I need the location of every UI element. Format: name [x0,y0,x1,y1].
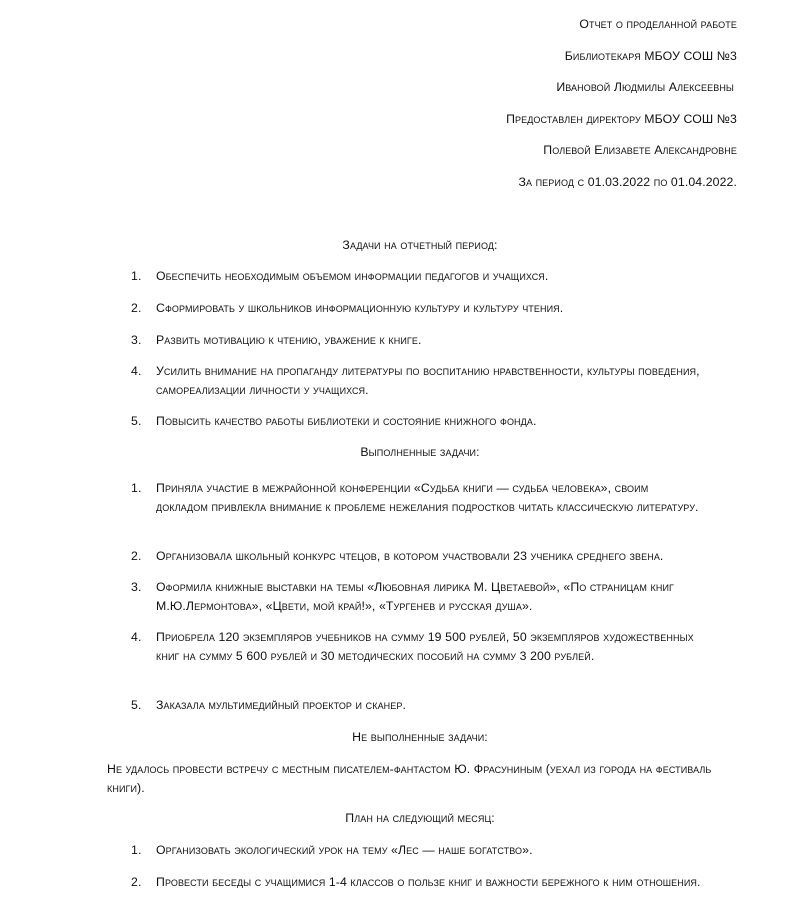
list-item-number: 3. [131,333,142,347]
list-item-text: Обеспечить необходимым объемом информации педагогов и учащихся. [156,269,549,283]
list-item-number: 2. [131,875,142,889]
list-item-number: 1. [131,481,142,495]
list-item-number: 5. [131,698,142,712]
plan-heading: План на следующий месяц: [345,811,495,825]
list-item-text: Заказала мультимедийный проектор и сканер. [156,698,407,712]
not-completed-text: Не удалось провести встречу с местным писателем-фантастом Ю. Фрасуниным (уехал из города на фестиваль книги). [107,762,712,795]
report-author-position: Библиотекаря МБОУ СОШ №3 [564,49,737,63]
report-period: За период с 01.03.2022 по 01.04.2022. [518,175,737,189]
list-item-text: Приняла участие в межрайонной конференции «Судьба книги — судьба человека», своим докладом привлекла внимание к проблеме нежелания подростков читать классическую литературу. [156,481,699,514]
tasks-heading: Задачи на отчетный период: [342,238,498,252]
list-item-number: 3. [131,580,142,594]
list-item-number: 5. [131,414,142,428]
report-author-name: Ивановой Людмилы Алексеевны [556,80,734,94]
not-completed-heading: Не выполненные задачи: [352,730,488,744]
list-item-number: 4. [131,364,142,378]
list-item-text: Повысить качество работы библиотеки и состояние книжного фонда. [156,414,537,428]
list-item-number: 2. [131,549,142,563]
list-item-text: Сформировать у школьников информационную культуру и культуру чтения. [156,301,564,315]
list-item-number: 1. [131,269,142,283]
report-recipient-position: Предоставлен директору МБОУ СОШ №3 [506,112,737,126]
list-item-number: 2. [131,301,142,315]
list-item-text: Приобрела 120 экземпляров учебников на сумму 19 500 рублей, 50 экземпляров художественных книг на сумму 5 600 рублей и 30 методических пособий на сумму 3 200 рублей. [156,630,694,663]
list-item-text: Оформила книжные выставки на темы «Любовная лирика М. Цветаевой», «По страницам книг М.Ю.Лермонтова», «Цвети, мой край!», «Тургенев и русская душа». [156,580,674,613]
list-item-text: Провести беседы с учащимися 1-4 классов о пользе книг и важности бережного к ним отношения. [156,875,701,889]
list-item-number: 1. [131,843,142,857]
list-item-text: Организовать экологический урок на тему «Лес — наше богатство». [156,843,533,857]
list-item-text: Развить мотивацию к чтению, уважение к книге. [156,333,422,347]
list-item-text: Организовала школьный конкурс чтецов, в котором участвовали 23 ученика среднего звена. [156,549,664,563]
completed-heading: Выполненные задачи: [360,445,480,459]
report-title: Отчет о проделанной работе [579,17,737,31]
report-recipient-name: Полевой Елизавете Александровне [543,143,737,157]
list-item-number: 4. [131,630,142,644]
list-item-text: Усилить внимание на пропаганду литературы по воспитанию нравственности, культуры поведения, самореализации личности у учащихся. [156,364,700,397]
